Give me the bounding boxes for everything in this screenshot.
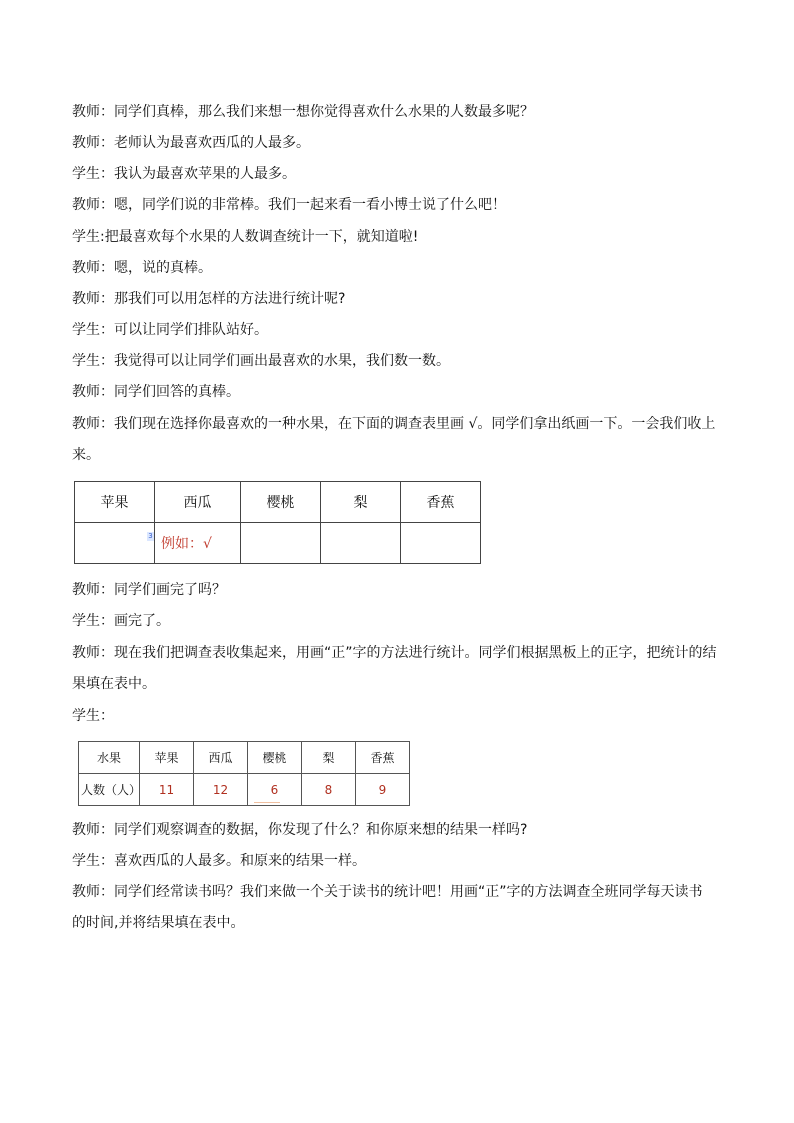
result-value-row — [79, 774, 410, 806]
survey-cell-watermelon[interactable] — [148, 523, 241, 564]
survey-header-banana: 香蕉 — [401, 482, 481, 523]
dialogue-line-9: 学生：我觉得可以让同学们画出最喜欢的水果，我们数一数。 — [72, 353, 450, 369]
survey-table — [74, 481, 481, 564]
dialogue-line-20: 教师：同学们经常读书吗？我们来做一个关于读书的统计吧！用画“正”字的方法调查全班同学每天读书 — [72, 884, 703, 900]
dialogue-line-15: 教师：现在我们把调查表收集起来，用画“正”字的方法进行统计。同学们根据黑板上的正字，把统计的结 — [72, 645, 717, 661]
dialogue-line-7: 教师：那我们可以用怎样的方法进行统计呢? — [72, 291, 346, 307]
dialogue-line-2: 教师：老师认为最喜欢西瓜的人最多。 — [72, 135, 310, 151]
result-table — [78, 741, 410, 806]
result-value-pear: 8 — [302, 774, 356, 806]
survey-cell-pear[interactable] — [321, 523, 401, 564]
dialogue-line-12: 来。 — [72, 447, 100, 463]
result-value-cherry: 6 — [248, 774, 302, 806]
dialogue-line-8: 学生：可以让同学们排队站好。 — [72, 322, 268, 338]
dialogue-line-17: 学生： — [72, 708, 114, 724]
dialogue-line-6: 教师：嗯，说的真棒。 — [72, 260, 212, 276]
result-row-label: 人数（人） — [79, 774, 140, 806]
survey-cell-apple[interactable] — [75, 523, 155, 564]
result-header-watermelon: 西瓜 — [194, 742, 248, 774]
survey-body-row — [75, 523, 481, 564]
dialogue-line-3: 学生：我认为最喜欢苹果的人最多。 — [72, 166, 296, 182]
dialogue-line-16: 果填在表中。 — [72, 676, 156, 692]
result-value-banana: 9 — [356, 774, 410, 806]
result-header-row — [79, 742, 410, 774]
dialogue-line-19: 学生：喜欢西瓜的人最多。和原来的结果一样。 — [72, 853, 366, 869]
survey-header-cherry: 樱桃 — [241, 482, 321, 523]
dialogue-line-21: 的时间,并将结果填在表中。 — [72, 915, 245, 931]
dialogue-line-5: 学生:把最喜欢每个水果的人数调查统计一下，就知道啦! — [72, 229, 419, 245]
comment-marker-icon: 3 — [148, 532, 153, 540]
survey-header-pear: 梨 — [321, 482, 401, 523]
dialogue-line-18: 教师：同学们观察调查的数据，你发现了什么？和你原来想的结果一样吗? — [72, 822, 528, 838]
result-header-banana: 香蕉 — [356, 742, 410, 774]
survey-header-apple: 苹果 — [75, 482, 155, 523]
dialogue-line-14: 学生：画完了。 — [72, 613, 170, 629]
result-header-pear: 梨 — [302, 742, 356, 774]
result-value-watermelon: 12 — [194, 774, 248, 806]
result-value-apple: 11 — [140, 774, 194, 806]
survey-cell-cherry[interactable] — [241, 523, 321, 564]
dialogue-line-4: 教师：嗯，同学们说的非常棒。我们一起来看一看小博士说了什么吧！ — [72, 197, 506, 213]
dialogue-line-1: 教师：同学们真棒，那么我们来想一想你觉得喜欢什么水果的人数最多呢？ — [72, 104, 534, 120]
survey-cell-banana[interactable] — [401, 523, 481, 564]
survey-header-watermelon: 西瓜 — [155, 482, 241, 523]
result-header-cherry: 樱桃 — [248, 742, 302, 774]
result-header-apple: 苹果 — [140, 742, 194, 774]
dialogue-line-10: 教师：同学们回答的真棒。 — [72, 384, 240, 400]
result-header-label: 水果 — [79, 742, 140, 774]
survey-example-text: 例如：√ — [161, 536, 212, 552]
dialogue-line-11: 教师：我们现在选择你最喜欢的一种水果，在下面的调查表里画 √。同学们拿出纸画一下。一会我们收上 — [72, 416, 716, 432]
survey-header-row — [75, 482, 481, 523]
cell-underline-decoration — [254, 802, 280, 803]
dialogue-line-13: 教师：同学们画完了吗？ — [72, 582, 226, 598]
